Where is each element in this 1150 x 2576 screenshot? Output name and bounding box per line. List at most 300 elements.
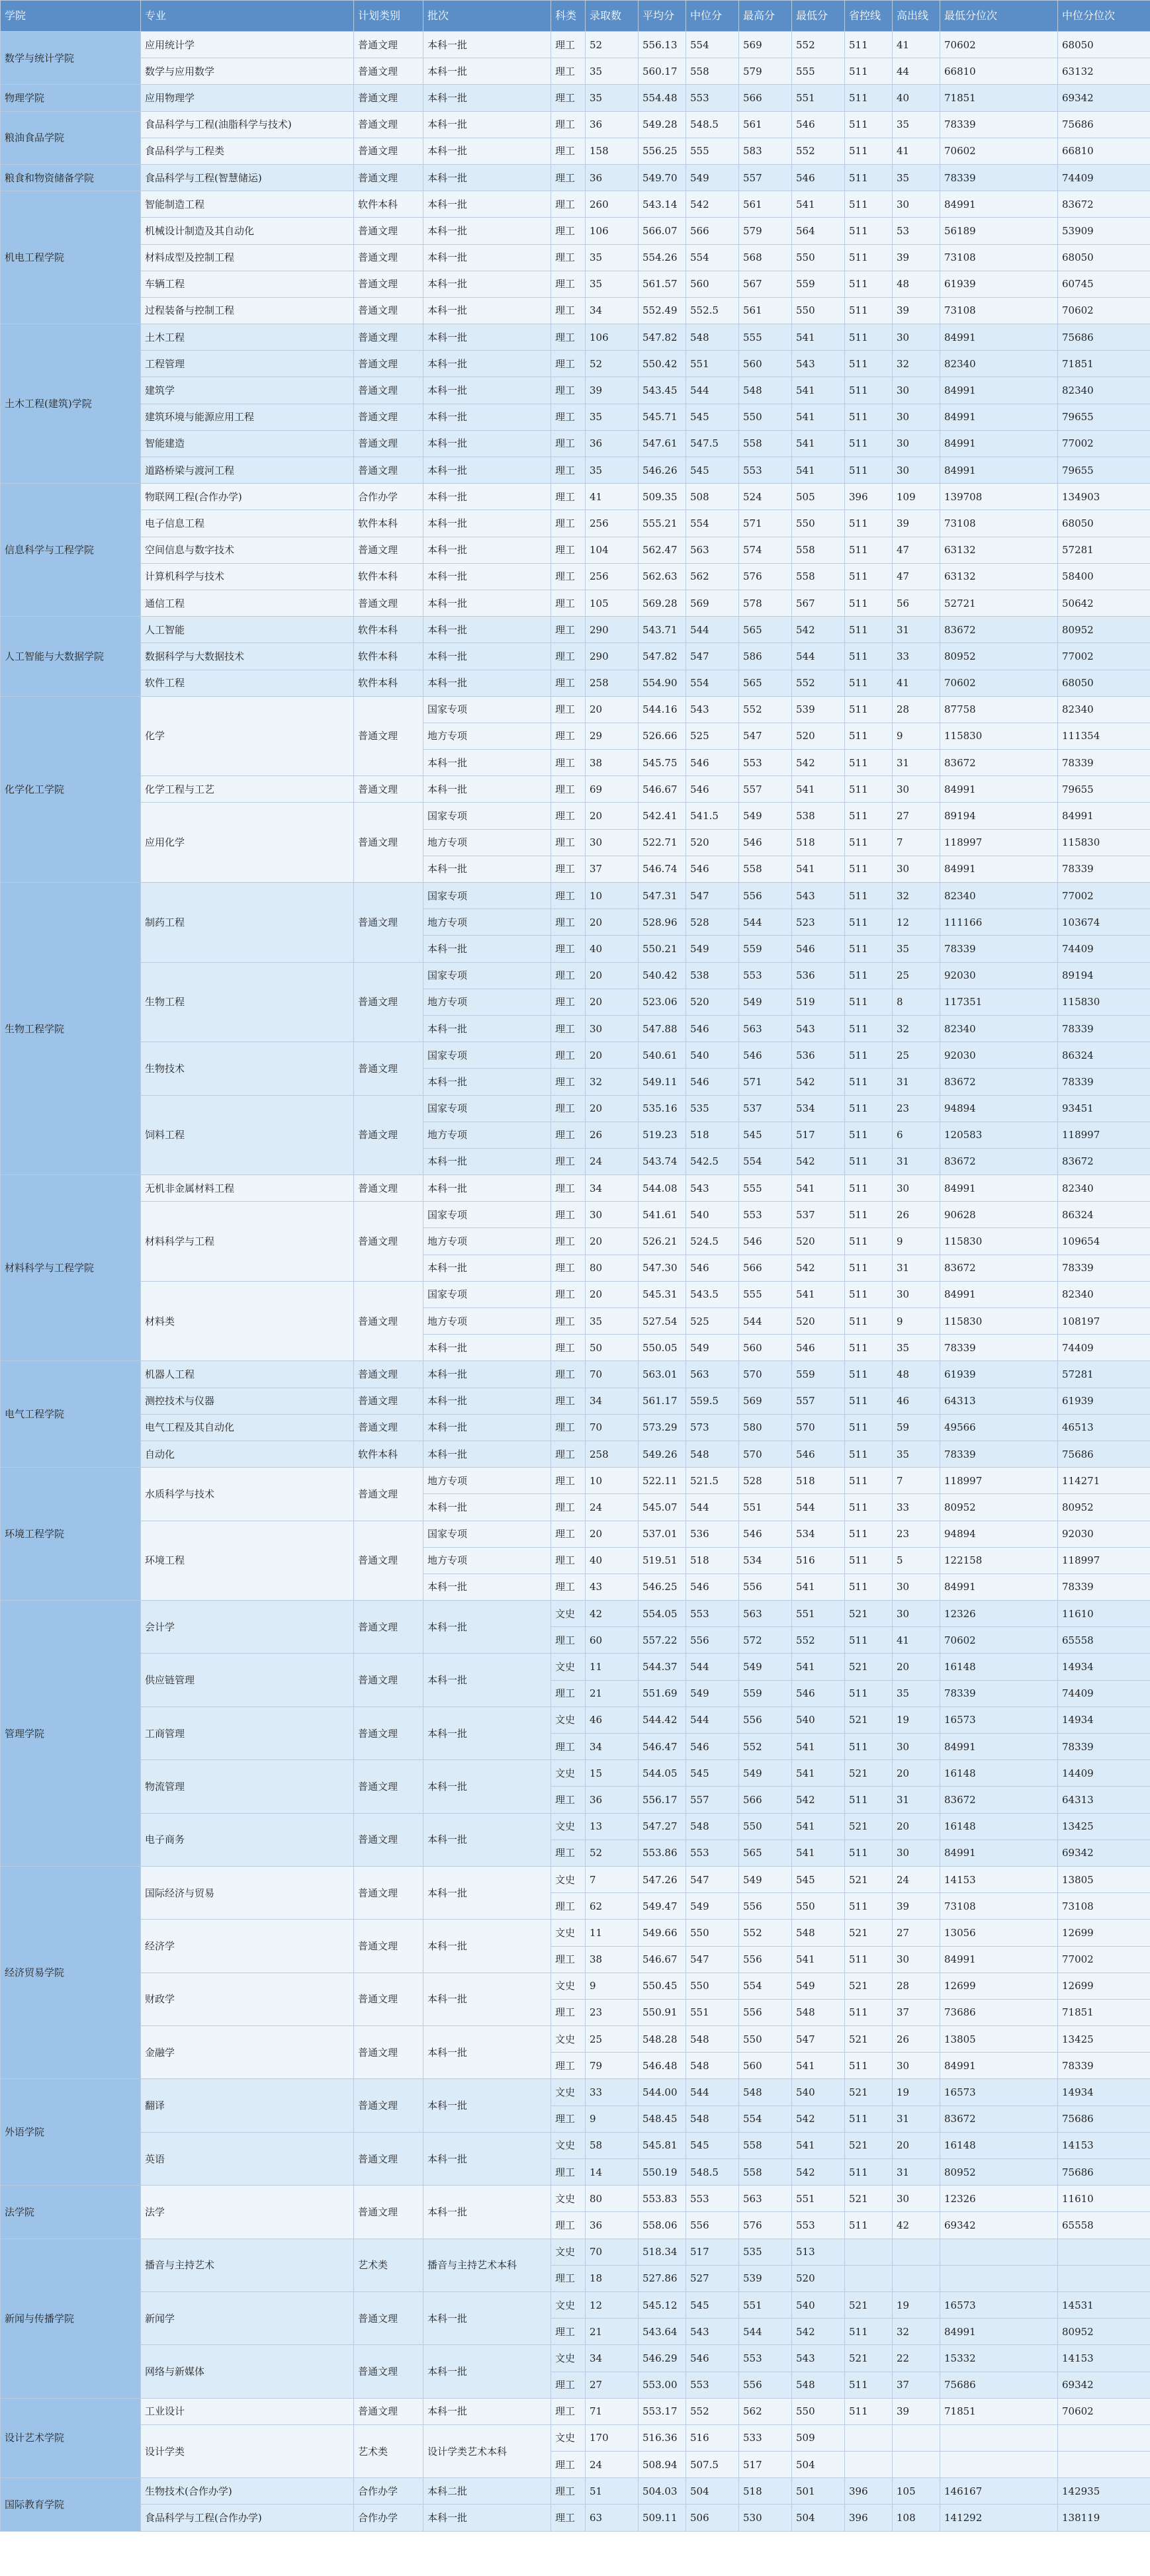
subject-cell: 理工: [551, 2159, 586, 2186]
min-score-cell: 542: [792, 1255, 845, 1281]
admitted-cell: 10: [586, 1468, 639, 1494]
min-score-cell: 505: [792, 484, 845, 510]
min-rank-cell: 66810: [940, 58, 1058, 85]
median-score-cell: 544: [686, 1494, 739, 1521]
above-line-cell: 37: [893, 1999, 940, 2025]
control-line-cell: 511: [845, 1095, 893, 1122]
min-score-cell: 551: [792, 2186, 845, 2212]
admitted-cell: 170: [586, 2424, 639, 2451]
batch-cell: 本科一批: [423, 164, 551, 191]
median-score-cell: 548: [686, 1441, 739, 1467]
avg-score-cell: 566.07: [639, 218, 686, 244]
median-rank-cell: 69342: [1058, 85, 1150, 111]
avg-score-cell: 508.94: [639, 2452, 686, 2478]
admitted-cell: 9: [586, 1973, 639, 1999]
avg-score-cell: 547.82: [639, 643, 686, 670]
median-score-cell: 547: [686, 883, 739, 909]
max-score-cell: 549: [739, 1654, 792, 1680]
min-rank-cell: 141292: [940, 2505, 1058, 2531]
batch-cell: 地方专项: [423, 1122, 551, 1148]
median-rank-cell: 13425: [1058, 2026, 1150, 2053]
subject-cell: 理工: [551, 563, 586, 590]
max-score-cell: 556: [739, 1946, 792, 1973]
min-score-cell: 546: [792, 1680, 845, 1707]
avg-score-cell: 543.14: [639, 191, 686, 218]
median-score-cell: 548: [686, 2053, 739, 2079]
avg-score-cell: 546.48: [639, 2053, 686, 2079]
major-cell: 生物技术: [141, 1042, 354, 1095]
median-rank-cell: 83672: [1058, 191, 1150, 218]
control-line-cell: 511: [845, 1999, 893, 2025]
min-rank-cell: 89194: [940, 803, 1058, 829]
avg-score-cell: 544.00: [639, 2079, 686, 2106]
median-rank-cell: 13805: [1058, 1866, 1150, 1892]
table-row: [1, 430, 1150, 457]
min-score-cell: 540: [792, 1707, 845, 1733]
admitted-cell: 70: [586, 1414, 639, 1441]
major-cell: 工程管理: [141, 351, 354, 377]
batch-cell: 地方专项: [423, 1547, 551, 1574]
control-line-cell: 511: [845, 989, 893, 1015]
major-cell: 材料成型及控制工程: [141, 244, 354, 271]
avg-score-cell: 556.25: [639, 138, 686, 164]
admitted-cell: 43: [586, 1574, 639, 1600]
table-row: [1, 563, 1150, 590]
median-rank-cell: 80952: [1058, 1494, 1150, 1521]
subject-cell: 理工: [551, 2505, 586, 2531]
control-line-cell: 511: [845, 1388, 893, 1414]
median-score-cell: 542.5: [686, 1148, 739, 1175]
batch-cell: 本科一批: [423, 2132, 551, 2185]
avg-score-cell: 543.71: [639, 617, 686, 643]
min-score-cell: 546: [792, 936, 845, 962]
avg-score-cell: 549.26: [639, 1441, 686, 1467]
college-cell: 数学与统计学院: [1, 32, 141, 85]
min-rank-cell: 118997: [940, 829, 1058, 856]
major-cell: 翻译: [141, 2079, 354, 2132]
batch-cell: 地方专项: [423, 1308, 551, 1335]
min-score-cell: 541: [792, 1760, 845, 1787]
min-score-cell: 541: [792, 430, 845, 457]
subject-cell: 理工: [551, 1521, 586, 1547]
subject-cell: 理工: [551, 1015, 586, 1042]
college-cell: 电气工程学院: [1, 1361, 141, 1468]
table-row: [1, 1175, 1150, 1202]
median-rank-cell: 61939: [1058, 1388, 1150, 1414]
major-cell: 应用统计学: [141, 32, 354, 58]
control-line-cell: 511: [845, 909, 893, 936]
table-row: [1, 962, 1150, 989]
header-cell: 批次: [423, 1, 551, 32]
max-score-cell: 579: [739, 58, 792, 85]
above-line-cell: 32: [893, 1015, 940, 1042]
subject-cell: 理工: [551, 803, 586, 829]
min-rank-cell: 78339: [940, 936, 1058, 962]
min-rank-cell: 92030: [940, 962, 1058, 989]
median-rank-cell: 108197: [1058, 1308, 1150, 1335]
plan-type-cell: 艺术类: [354, 2424, 423, 2477]
subject-cell: 理工: [551, 164, 586, 191]
admitted-cell: 20: [586, 1281, 639, 1308]
above-line-cell: 35: [893, 111, 940, 138]
min-rank-cell: 64313: [940, 1388, 1058, 1414]
plan-type-cell: 普通文理: [354, 2026, 423, 2079]
admitted-cell: 63: [586, 2505, 639, 2531]
control-line-cell: 511: [845, 1042, 893, 1069]
control-line-cell: 511: [845, 138, 893, 164]
batch-cell: 本科一批: [423, 2505, 551, 2531]
batch-cell: 地方专项: [423, 829, 551, 856]
control-line-cell: 521: [845, 2186, 893, 2212]
avg-score-cell: 548.45: [639, 2106, 686, 2132]
max-score-cell: 556: [739, 1999, 792, 2025]
admitted-cell: 36: [586, 2212, 639, 2239]
max-score-cell: 558: [739, 430, 792, 457]
median-score-cell: 562: [686, 563, 739, 590]
avg-score-cell: 553.00: [639, 2372, 686, 2398]
subject-cell: 理工: [551, 1468, 586, 1494]
max-score-cell: 574: [739, 537, 792, 563]
above-line-cell: [893, 2239, 940, 2265]
header-cell: 高出线: [893, 1, 940, 32]
major-cell: 应用物理学: [141, 85, 354, 111]
median-rank-cell: 79655: [1058, 457, 1150, 484]
median-rank-cell: 78339: [1058, 2053, 1150, 2079]
batch-cell: 国家专项: [423, 1042, 551, 1069]
median-rank-cell: 68050: [1058, 244, 1150, 271]
control-line-cell: 511: [845, 803, 893, 829]
min-rank-cell: 78339: [940, 164, 1058, 191]
subject-cell: 理工: [551, 1414, 586, 1441]
min-score-cell: 541: [792, 1840, 845, 1866]
above-line-cell: 9: [893, 1228, 940, 1255]
median-rank-cell: 93451: [1058, 1095, 1150, 1122]
subject-cell: 理工: [551, 590, 586, 616]
batch-cell: 本科一批: [423, 297, 551, 324]
table-row: [1, 1920, 1150, 1946]
max-score-cell: 539: [739, 2265, 792, 2291]
above-line-cell: 32: [893, 2319, 940, 2345]
admitted-cell: 38: [586, 1946, 639, 1973]
avg-score-cell: 562.47: [639, 537, 686, 563]
header-row: [1, 1, 1150, 32]
control-line-cell: 511: [845, 696, 893, 723]
median-score-cell: 546: [686, 1015, 739, 1042]
min-rank-cell: [940, 2424, 1058, 2451]
above-line-cell: 19: [893, 2079, 940, 2106]
max-score-cell: 579: [739, 218, 792, 244]
control-line-cell: 511: [845, 1494, 893, 1521]
admitted-cell: 258: [586, 670, 639, 696]
subject-cell: 理工: [551, 2212, 586, 2239]
max-score-cell: 556: [739, 1574, 792, 1600]
min-rank-cell: 70602: [940, 32, 1058, 58]
above-line-cell: 37: [893, 2372, 940, 2398]
subject-cell: 理工: [551, 1494, 586, 1521]
batch-cell: 本科一批: [423, 58, 551, 85]
admitted-cell: 36: [586, 111, 639, 138]
min-rank-cell: 15332: [940, 2345, 1058, 2372]
median-rank-cell: 64313: [1058, 1787, 1150, 1813]
min-score-cell: 549: [792, 1973, 845, 1999]
min-rank-cell: 117351: [940, 989, 1058, 1015]
control-line-cell: 511: [845, 457, 893, 484]
min-rank-cell: 82340: [940, 1015, 1058, 1042]
above-line-cell: 30: [893, 1175, 940, 1202]
subject-cell: 理工: [551, 1095, 586, 1122]
major-cell: 英语: [141, 2132, 354, 2185]
control-line-cell: 511: [845, 723, 893, 749]
plan-type-cell: 普通文理: [354, 883, 423, 963]
above-line-cell: 33: [893, 643, 940, 670]
batch-cell: 国家专项: [423, 1202, 551, 1228]
max-score-cell: 546: [739, 1228, 792, 1255]
plan-type-cell: 普通文理: [354, 1707, 423, 1759]
subject-cell: 文史: [551, 1920, 586, 1946]
plan-type-cell: 普通文理: [354, 324, 423, 351]
avg-score-cell: 541.61: [639, 1202, 686, 1228]
batch-cell: 本科一批: [423, 1175, 551, 1202]
above-line-cell: 30: [893, 430, 940, 457]
subject-cell: 理工: [551, 2106, 586, 2132]
control-line-cell: 511: [845, 377, 893, 404]
admitted-cell: 35: [586, 85, 639, 111]
min-score-cell: 520: [792, 1308, 845, 1335]
control-line-cell: 511: [845, 1893, 893, 1920]
subject-cell: 理工: [551, 2053, 586, 2079]
avg-score-cell: 527.86: [639, 2265, 686, 2291]
avg-score-cell: 553.83: [639, 2186, 686, 2212]
major-cell: 环境工程: [141, 1521, 354, 1601]
above-line-cell: 31: [893, 1787, 940, 1813]
major-cell: 会计学: [141, 1601, 354, 1654]
major-cell: 测控技术与仪器: [141, 1388, 354, 1414]
subject-cell: 理工: [551, 1202, 586, 1228]
batch-cell: 本科一批: [423, 32, 551, 58]
avg-score-cell: 545.07: [639, 1494, 686, 1521]
above-line-cell: [893, 2424, 940, 2451]
median-rank-cell: 79655: [1058, 404, 1150, 430]
max-score-cell: 555: [739, 1175, 792, 1202]
admitted-cell: 80: [586, 2186, 639, 2212]
max-score-cell: 549: [739, 1866, 792, 1892]
control-line-cell: 511: [845, 829, 893, 856]
above-line-cell: 31: [893, 2159, 940, 2186]
max-score-cell: 561: [739, 297, 792, 324]
min-score-cell: 541: [792, 2132, 845, 2158]
median-score-cell: 536: [686, 1521, 739, 1547]
min-score-cell: 541: [792, 404, 845, 430]
min-rank-cell: [940, 2265, 1058, 2291]
table-row: [1, 2132, 1150, 2158]
median-rank-cell: 78339: [1058, 750, 1150, 776]
median-rank-cell: 78339: [1058, 1069, 1150, 1095]
plan-type-cell: 普通文理: [354, 1760, 423, 1813]
above-line-cell: 20: [893, 1813, 940, 1840]
above-line-cell: 39: [893, 1893, 940, 1920]
major-cell: 计算机科学与技术: [141, 563, 354, 590]
median-rank-cell: [1058, 2265, 1150, 2291]
subject-cell: 文史: [551, 1654, 586, 1680]
above-line-cell: 30: [893, 324, 940, 351]
avg-score-cell: 550.45: [639, 1973, 686, 1999]
admitted-cell: 71: [586, 2398, 639, 2424]
max-score-cell: 554: [739, 1148, 792, 1175]
min-rank-cell: 78339: [940, 1441, 1058, 1467]
max-score-cell: 544: [739, 2319, 792, 2345]
min-score-cell: 516: [792, 1547, 845, 1574]
admitted-cell: 9: [586, 2106, 639, 2132]
table-row: [1, 324, 1150, 351]
above-line-cell: 47: [893, 563, 940, 590]
above-line-cell: 59: [893, 1414, 940, 1441]
median-score-cell: 549: [686, 1680, 739, 1707]
plan-type-cell: 普通文理: [354, 32, 423, 58]
admitted-cell: 21: [586, 1680, 639, 1707]
table-row: [1, 2079, 1150, 2106]
above-line-cell: 35: [893, 1441, 940, 1467]
table-row: [1, 696, 1150, 723]
batch-cell: 地方专项: [423, 1228, 551, 1255]
major-cell: 食品科学与工程(油脂科学与技术): [141, 111, 354, 138]
min-rank-cell: 12699: [940, 1973, 1058, 1999]
admitted-cell: 20: [586, 1521, 639, 1547]
min-rank-cell: 83672: [940, 2106, 1058, 2132]
major-cell: 材料科学与工程: [141, 1202, 354, 1282]
median-rank-cell: 86324: [1058, 1202, 1150, 1228]
median-score-cell: 545: [686, 457, 739, 484]
control-line-cell: 521: [845, 1601, 893, 1627]
admitted-cell: 12: [586, 2291, 639, 2318]
median-score-cell: 553: [686, 2186, 739, 2212]
above-line-cell: 6: [893, 1122, 940, 1148]
min-rank-cell: 115830: [940, 1308, 1058, 1335]
plan-type-cell: 普通文理: [354, 111, 423, 138]
control-line-cell: 511: [845, 883, 893, 909]
batch-cell: 本科一批: [423, 1654, 551, 1707]
median-rank-cell: 114271: [1058, 1468, 1150, 1494]
above-line-cell: 30: [893, 2053, 940, 2079]
above-line-cell: 20: [893, 1760, 940, 1787]
median-score-cell: 563: [686, 537, 739, 563]
control-line-cell: 511: [845, 164, 893, 191]
table-row: [1, 510, 1150, 537]
plan-type-cell: 软件本科: [354, 1441, 423, 1467]
median-score-cell: 543: [686, 1175, 739, 1202]
subject-cell: 文史: [551, 2345, 586, 2372]
college-cell: 外语学院: [1, 2079, 141, 2186]
min-score-cell: 558: [792, 563, 845, 590]
min-rank-cell: 63132: [940, 563, 1058, 590]
above-line-cell: 30: [893, 856, 940, 882]
subject-cell: 文史: [551, 2079, 586, 2106]
median-score-cell: 554: [686, 32, 739, 58]
major-cell: 制药工程: [141, 883, 354, 963]
subject-cell: 文史: [551, 2239, 586, 2265]
major-cell: 物流管理: [141, 1760, 354, 1813]
batch-cell: 本科一批: [423, 563, 551, 590]
avg-score-cell: 547.82: [639, 324, 686, 351]
batch-cell: 本科一批: [423, 324, 551, 351]
admitted-cell: 62: [586, 1893, 639, 1920]
min-rank-cell: 73108: [940, 1893, 1058, 1920]
min-score-cell: 542: [792, 2159, 845, 2186]
median-score-cell: 545: [686, 2132, 739, 2158]
median-score-cell: 506: [686, 2505, 739, 2531]
plan-type-cell: 普通文理: [354, 2079, 423, 2132]
min-rank-cell: 139708: [940, 484, 1058, 510]
min-score-cell: 541: [792, 324, 845, 351]
median-rank-cell: 75686: [1058, 1441, 1150, 1467]
admitted-cell: 106: [586, 324, 639, 351]
college-cell: 化学化工学院: [1, 696, 141, 882]
control-line-cell: 511: [845, 510, 893, 537]
median-rank-cell: 134903: [1058, 484, 1150, 510]
plan-type-cell: 普通文理: [354, 590, 423, 616]
control-line-cell: 511: [845, 962, 893, 989]
max-score-cell: 565: [739, 1840, 792, 1866]
above-line-cell: 30: [893, 457, 940, 484]
max-score-cell: 549: [739, 1760, 792, 1787]
min-score-cell: 518: [792, 1468, 845, 1494]
control-line-cell: 511: [845, 111, 893, 138]
median-score-cell: 528: [686, 909, 739, 936]
admitted-cell: 79: [586, 2053, 639, 2079]
min-score-cell: 555: [792, 58, 845, 85]
table-row: [1, 404, 1150, 430]
table-row: [1, 617, 1150, 643]
median-score-cell: 543: [686, 696, 739, 723]
admitted-cell: 24: [586, 1494, 639, 1521]
admitted-cell: 34: [586, 1388, 639, 1414]
major-cell: 机器人工程: [141, 1361, 354, 1388]
admitted-cell: 256: [586, 563, 639, 590]
above-line-cell: 39: [893, 510, 940, 537]
subject-cell: 理工: [551, 1574, 586, 1600]
min-score-cell: 543: [792, 1015, 845, 1042]
min-score-cell: 552: [792, 670, 845, 696]
median-rank-cell: 77002: [1058, 1946, 1150, 1973]
batch-cell: 本科一批: [423, 1255, 551, 1281]
median-rank-cell: 75686: [1058, 324, 1150, 351]
median-rank-cell: 73108: [1058, 1893, 1150, 1920]
median-rank-cell: 14934: [1058, 1654, 1150, 1680]
plan-type-cell: 普通文理: [354, 218, 423, 244]
max-score-cell: 556: [739, 1707, 792, 1733]
median-score-cell: 548.5: [686, 2159, 739, 2186]
min-rank-cell: 56189: [940, 218, 1058, 244]
admitted-cell: 106: [586, 218, 639, 244]
subject-cell: 理工: [551, 1547, 586, 1574]
min-rank-cell: 92030: [940, 1042, 1058, 1069]
median-score-cell: 543.5: [686, 1281, 739, 1308]
plan-type-cell: 软件本科: [354, 563, 423, 590]
control-line-cell: 511: [845, 2053, 893, 2079]
max-score-cell: 551: [739, 1494, 792, 1521]
subject-cell: 理工: [551, 2319, 586, 2345]
control-line-cell: 511: [845, 670, 893, 696]
min-score-cell: 547: [792, 2026, 845, 2053]
max-score-cell: 572: [739, 1627, 792, 1654]
median-score-cell: 541.5: [686, 803, 739, 829]
college-cell: 管理学院: [1, 1601, 141, 1867]
median-rank-cell: 65558: [1058, 1627, 1150, 1654]
min-score-cell: 541: [792, 1734, 845, 1760]
major-cell: 播音与主持艺术: [141, 2239, 354, 2291]
avg-score-cell: 549.47: [639, 1893, 686, 1920]
min-rank-cell: 115830: [940, 1228, 1058, 1255]
admitted-cell: 7: [586, 1866, 639, 1892]
